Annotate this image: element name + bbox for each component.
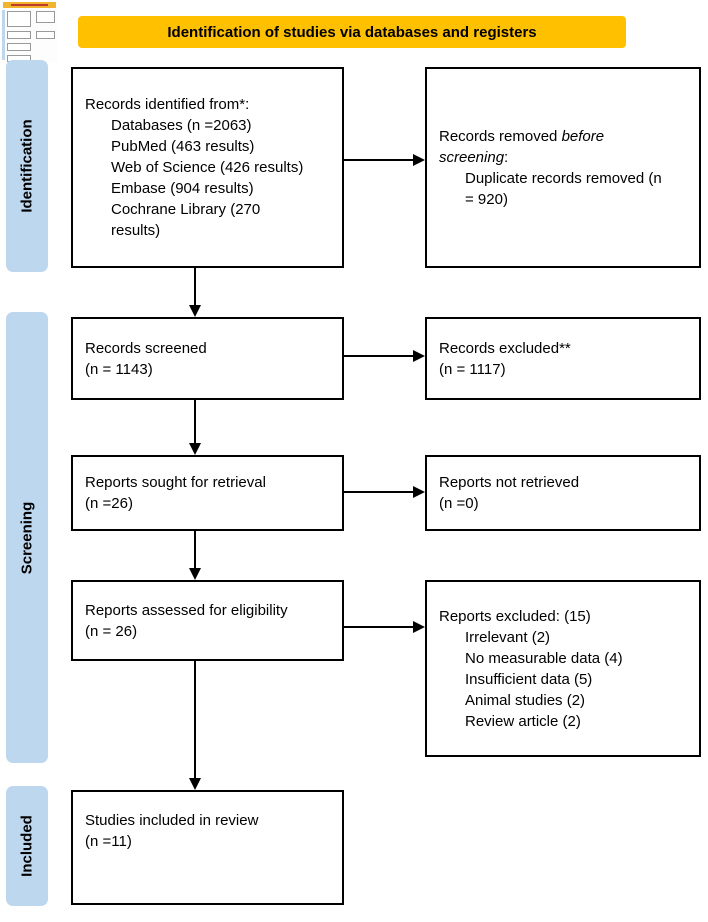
records-identified-title: Records identified from*: bbox=[85, 96, 250, 113]
reports-sought-count: (n =26) bbox=[85, 495, 133, 512]
reports-assessed-label: Reports assessed for eligibility bbox=[85, 601, 288, 619]
diagram-title: Identification of studies via databases and registers bbox=[167, 23, 537, 41]
box-records-excluded bbox=[425, 317, 701, 400]
thumbnail-box bbox=[36, 11, 55, 23]
reports-not-retrieved-label: Reports not retrieved bbox=[439, 474, 580, 491]
records-identified-item: Databases (n =2063) bbox=[111, 117, 252, 134]
reports-excluded-item: Review article (2) bbox=[465, 712, 581, 730]
box-studies-included bbox=[71, 790, 344, 905]
arrow-screened-to-sought bbox=[194, 400, 196, 443]
records-removed-title bbox=[439, 126, 657, 168]
reports-excluded-item: Insufficient data (5) bbox=[465, 670, 593, 688]
box-records-identified bbox=[71, 67, 344, 268]
thumbnail-box bbox=[7, 43, 31, 51]
box-reports-assessed bbox=[71, 580, 344, 661]
stage-screening bbox=[6, 312, 48, 763]
stage-identification bbox=[6, 60, 48, 272]
arrow-identified-to-screened bbox=[194, 268, 196, 305]
records-identified-item: Web of Science (426 results) bbox=[111, 159, 304, 176]
arrow-sought-to-assessed bbox=[194, 531, 196, 568]
records-screened-count: (n = 1143) bbox=[85, 360, 153, 378]
box-reports-not-retrieved bbox=[425, 455, 701, 531]
arrow-assessed-to-excluded bbox=[344, 626, 413, 628]
reports-excluded-item: Irrelevant (2) bbox=[465, 628, 551, 646]
records-identified-item: Embase (904 results) bbox=[111, 180, 254, 197]
stage-included bbox=[6, 786, 48, 906]
records-screened-label: Records screened bbox=[85, 339, 207, 357]
thumbnail-sidebar bbox=[2, 10, 5, 60]
thumbnail-box bbox=[36, 31, 55, 39]
reports-sought-label: Reports sought for retrieval bbox=[85, 474, 266, 491]
records-identified-item: PubMed (463 results) bbox=[111, 138, 255, 155]
records-excluded-label: Records excluded** bbox=[439, 339, 571, 357]
box-records-removed bbox=[425, 67, 701, 268]
reports-assessed-count: (n = 26) bbox=[85, 622, 138, 640]
box-reports-excluded bbox=[425, 580, 701, 757]
stage-included-label: Included bbox=[18, 815, 36, 877]
reports-excluded-item: No measurable data (4) bbox=[465, 649, 623, 667]
arrow-screened-to-excluded bbox=[344, 355, 413, 357]
records-removed-suffix: : bbox=[504, 148, 509, 166]
studies-included-label: Studies included in review bbox=[85, 812, 259, 829]
thumbnail-box bbox=[7, 31, 31, 39]
records-removed-italic: before screening bbox=[439, 127, 605, 166]
arrow-identified-to-removed bbox=[344, 159, 413, 161]
stage-screening-label: Screening bbox=[18, 501, 36, 574]
figure-thumbnail bbox=[2, 2, 57, 63]
stage-identification-label: Identification bbox=[18, 119, 36, 213]
reports-excluded-item: Animal studies (2) bbox=[465, 691, 586, 709]
records-identified-item: Cochrane Library (270 results) bbox=[111, 201, 261, 239]
reports-not-retrieved-count: (n =0) bbox=[439, 495, 479, 512]
thumbnail-banner bbox=[3, 2, 56, 8]
diagram-title-banner bbox=[78, 16, 626, 48]
arrow-sought-to-not-retrieved bbox=[344, 491, 413, 493]
box-reports-sought bbox=[71, 455, 344, 531]
records-removed-item: Duplicate records removed (n = 920) bbox=[465, 169, 662, 208]
arrow-assessed-to-included bbox=[194, 661, 196, 778]
thumbnail-box bbox=[7, 11, 31, 27]
studies-included-count: (n =11) bbox=[85, 833, 132, 850]
records-excluded-count: (n = 1117) bbox=[439, 360, 506, 378]
records-removed-prefix: Records removed bbox=[439, 127, 562, 145]
box-records-screened bbox=[71, 317, 344, 400]
reports-excluded-title: Reports excluded: (15) bbox=[439, 607, 591, 625]
